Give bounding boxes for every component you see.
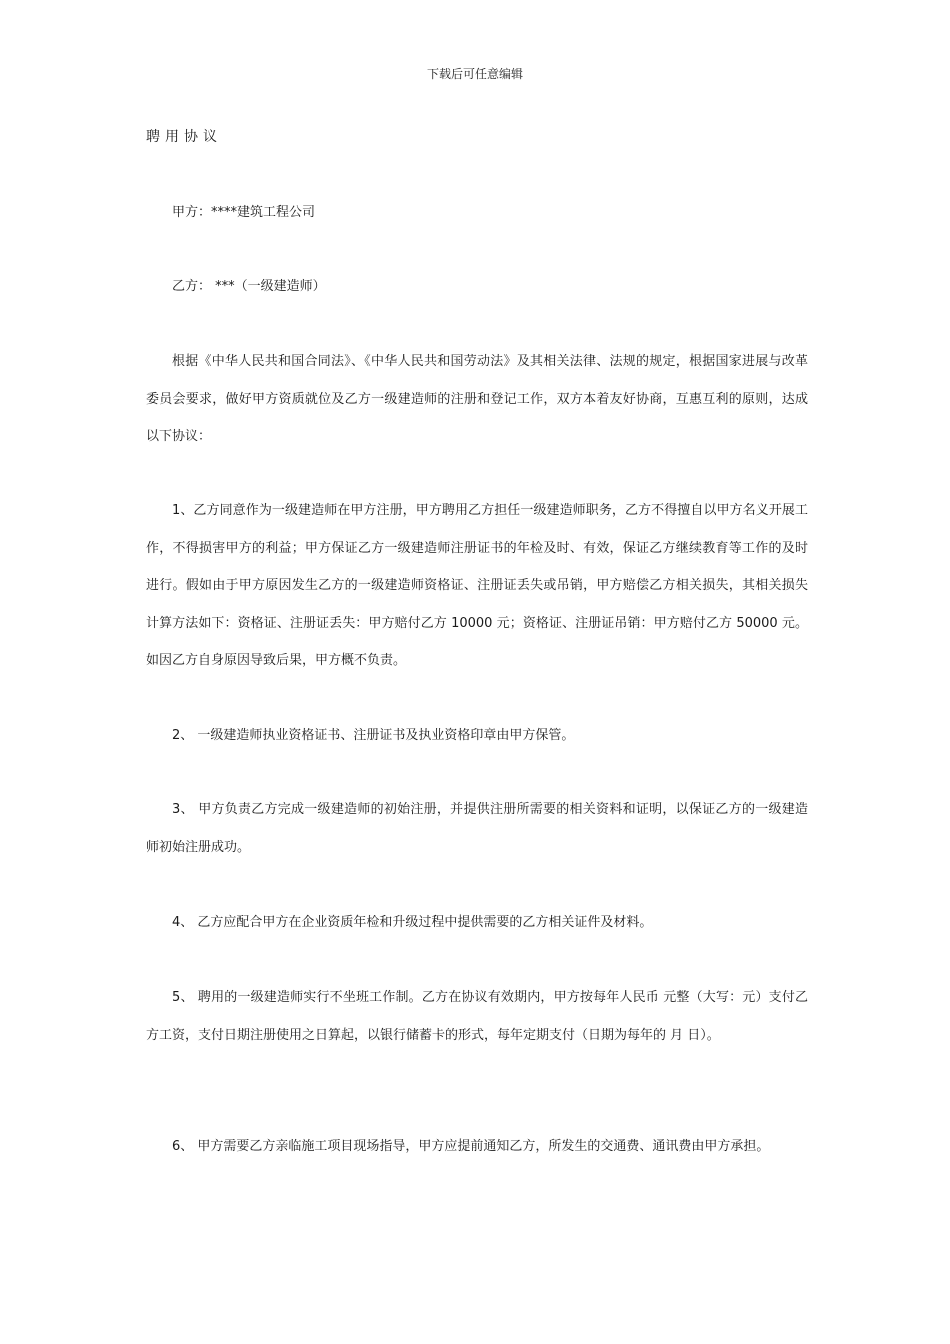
clause-3: 3、 甲方负责乙方完成一级建造师的初始注册，并提供注册所需要的相关资料和证明，以保证乙方的一级建造师初始注册成功。 [146,802,808,855]
clause-6: 6、 甲方需要乙方亲临施工项目现场指导，甲方应提前通知乙方，所发生的交通费、通讯费由甲方承担。 [172,1139,770,1154]
clause-1: 1、乙方同意作为一级建造师在甲方注册，甲方聘用乙方担任一级建造师职务，乙方不得擅自以甲方名义开展工作，不得损害甲方的利益；甲方保证乙方一级建造师注册证书的年检及时、有效，保证乙方继续教育等工作的及时进行。假如由于甲方原因发生乙方的一级建造师资格证、注册证丢失或吊销，甲方赔偿乙方相关损失，其相关损失计算方法如下：资格证、注册证丢失：甲方赔付乙方 10000 元；资格证、注册证吊销：甲方赔付乙方 50000 元。如因乙方自身原因导致后果，甲方概不负责。 [146,503,808,668]
clause-5: 5、 聘用的一级建造师实行不坐班工作制。乙方在协议有效期内，甲方按每年人民币 元整（大写：元）支付乙方工资，支付日期注册使用之日算起，以银行储蓄卡的形式，每年定期支付（日期为每年的 月 日）。 [146,990,808,1043]
intro-paragraph: 根据《中华人民共和国合同法》、《中华人民共和国劳动法》及其相关法律、法规的规定，根据国家进展与改革委员会要求，做好甲方资质就位及乙方一级建造师的注册和登记工作，双方本着友好协商，互惠互利的原则，达成以下协议： [146,354,808,444]
clause-2: 2、 一级建造师执业资格证书、注册证书及执业资格印章由甲方保管。 [172,728,575,743]
party-b-line: 乙方： ***（一级建造师） [172,279,326,294]
document-title: 聘用协议 [146,129,222,145]
clause-4: 4、 乙方应配合甲方在企业资质年检和升级过程中提供需要的乙方相关证件及材料。 [172,915,653,930]
party-a-line: 甲方：****建筑工程公司 [172,205,316,220]
header-note: 下载后可任意编辑 [426,67,523,81]
